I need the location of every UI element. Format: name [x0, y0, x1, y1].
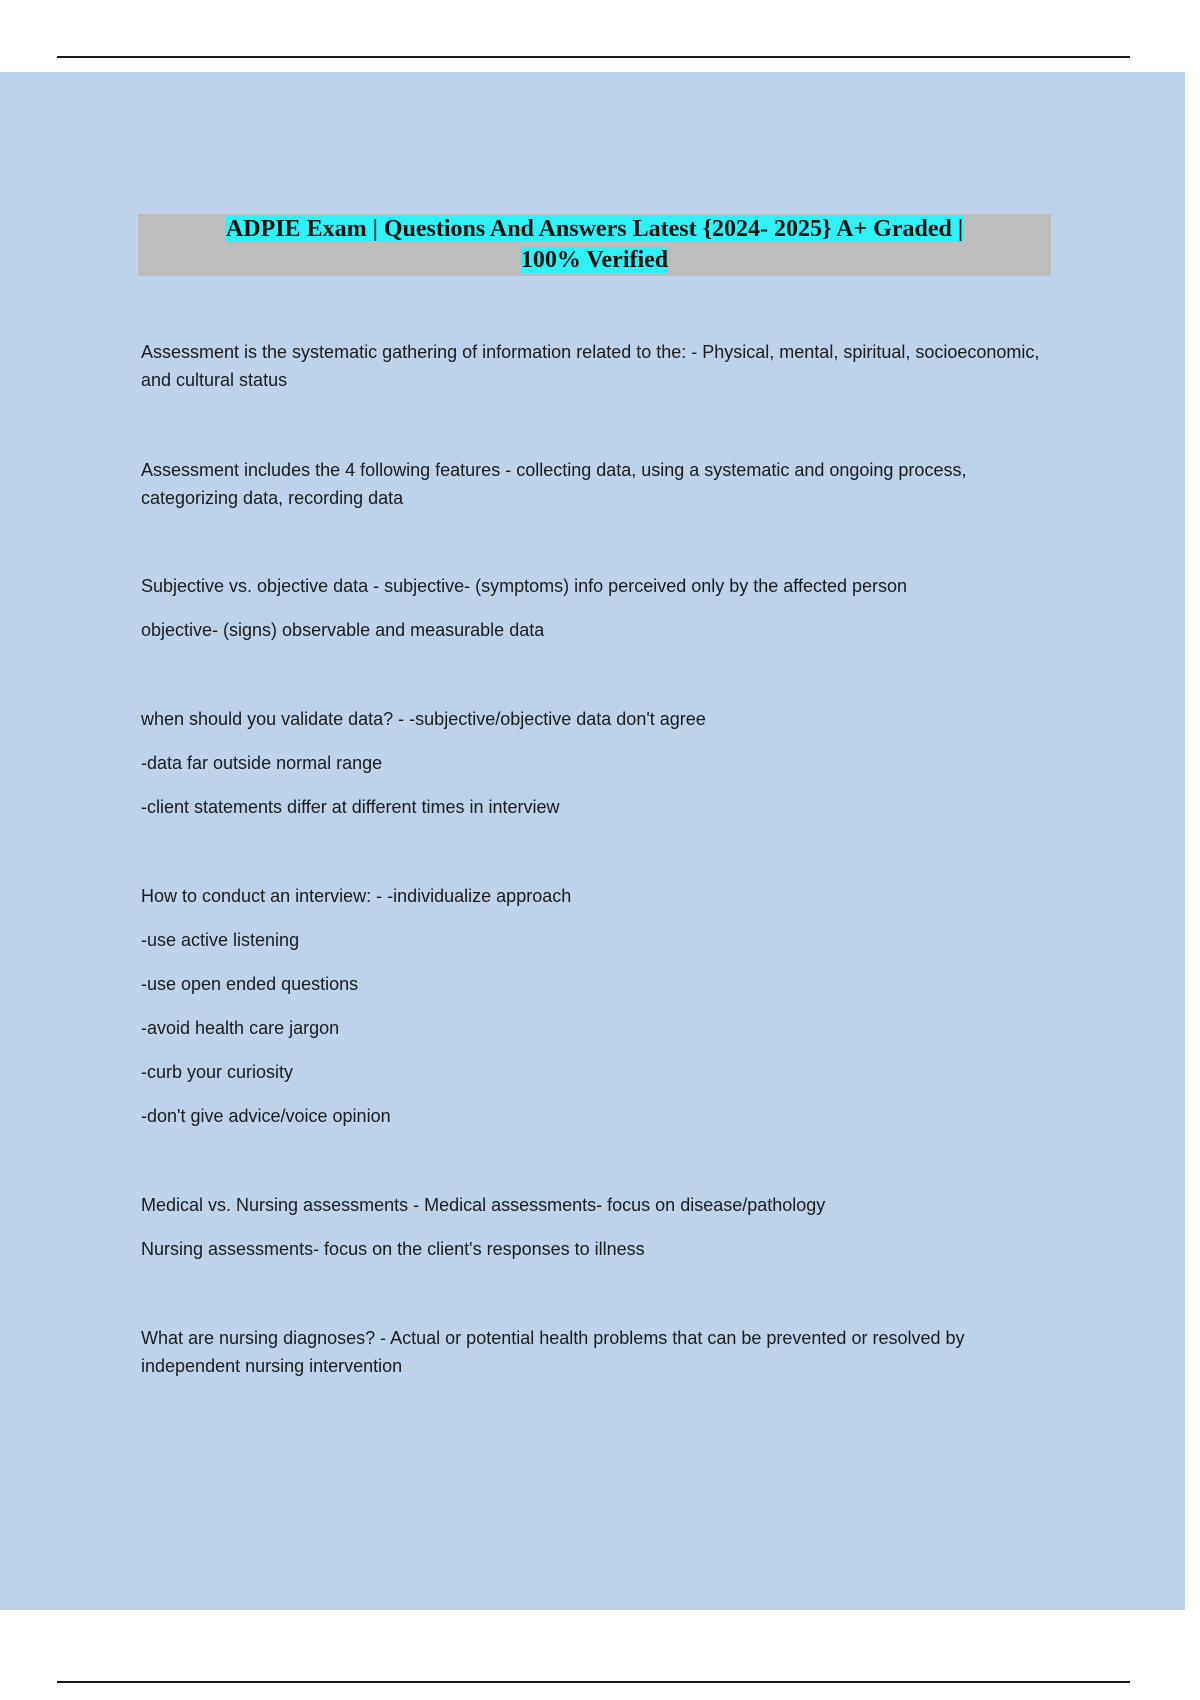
qa-line: Medical vs. Nursing assessments - Medical assessments- focus on disease/pathology	[141, 1195, 826, 1215]
qa-line: -data far outside normal range	[141, 753, 383, 773]
qa-item-2	[141, 456, 1061, 512]
qa-line: Subjective vs. objective data - subjective- (symptoms) info perceived only by the affected person	[141, 576, 908, 596]
qa-line: -don't give advice/voice opinion	[141, 1106, 391, 1126]
document-title	[138, 214, 1051, 276]
qa-item-7	[141, 1324, 1061, 1380]
qa-line: Assessment includes the 4 following features - collecting data, using a systematic and ongoing process, categorizing data, recording data	[141, 460, 967, 508]
title-line-1: ADPIE Exam | Questions And Answers Latest {2024- 2025} A+ Graded |	[225, 216, 964, 242]
header-rule	[57, 56, 1130, 58]
qa-line: Assessment is the systematic gathering of information related to the: - Physical, mental, spiritual, socioeconomic, and cultural status	[141, 342, 1040, 390]
qa-line: when should you validate data? - -subjective/objective data don't agree	[141, 709, 706, 729]
qa-item-4	[141, 705, 1061, 821]
qa-line: How to conduct an interview: - -individualize approach	[141, 886, 572, 906]
title-line-2: 100% Verified	[520, 247, 669, 273]
qa-item-1	[141, 338, 1061, 394]
qa-line: -use open ended questions	[141, 974, 359, 994]
qa-item-3	[141, 572, 1061, 644]
qa-line: Nursing assessments- focus on the client's responses to illness	[141, 1239, 645, 1259]
qa-line: What are nursing diagnoses? - Actual or potential health problems that can be prevented or resolved by independent nursing intervention	[141, 1328, 965, 1376]
qa-item-6	[141, 1191, 1061, 1263]
qa-line: objective- (signs) observable and measurable data	[141, 620, 545, 640]
qa-item-5	[141, 882, 1061, 1130]
qa-line: -curb your curiosity	[141, 1062, 294, 1082]
qa-line: -use active listening	[141, 930, 300, 950]
qa-line: -avoid health care jargon	[141, 1018, 340, 1038]
footer-rule	[57, 1681, 1130, 1683]
qa-line: -client statements differ at different times in interview	[141, 797, 560, 817]
